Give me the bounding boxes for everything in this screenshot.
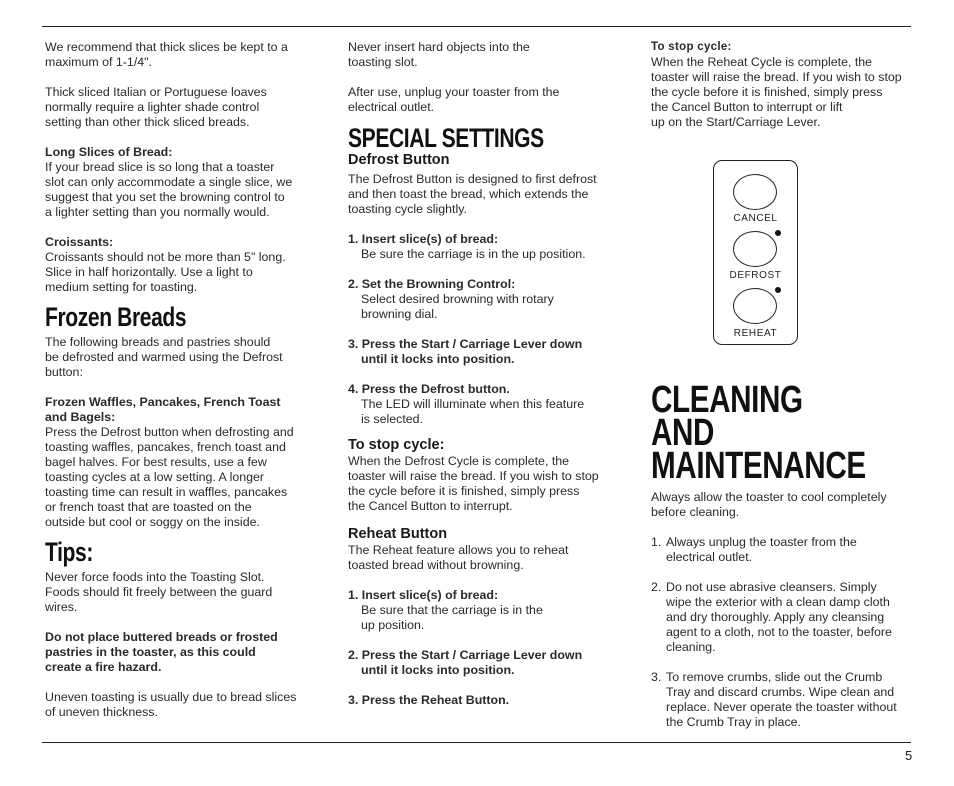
bottom-rule xyxy=(42,742,911,743)
defrost-step-4 xyxy=(348,382,618,427)
column-left xyxy=(45,40,315,720)
tips-heading: Tips: xyxy=(45,537,93,567)
cancel-button-illustration xyxy=(733,174,777,210)
top-rule xyxy=(42,26,911,27)
uneven-toasting-paragraph: Uneven toasting is usually due to bread slices of uneven thickness. xyxy=(45,690,297,719)
step-description: Be sure that the carriage is in the up position. xyxy=(361,603,543,632)
reheat-button-illustration xyxy=(733,288,777,324)
cleaning-intro: Always allow the toaster to cool completely before cleaning. xyxy=(651,490,887,519)
tips-paragraph: Never force foods into the Toasting Slot. Foods should fit freely between the guard wires. xyxy=(45,570,273,614)
step-title: 1. Insert slice(s) of bread: xyxy=(348,588,499,602)
defrost-stop-cycle-text: When the Defrost Cycle is complete, the toaster will raise the bread. If you wish to stop the cycle before it is finished, simply press the Cancel Button to interrupt. xyxy=(348,454,599,513)
item-text: Do not use abrasive cleansers. Simply wipe the exterior with a clean damp cloth and dry thoroughly. Apply any cleansing agent to a cloth, not to the toaster, before cleaning. xyxy=(666,580,892,654)
step-title: 2. Set the Browning Control: xyxy=(348,277,516,291)
step-description: The LED will illuminate when this feature is selected. xyxy=(361,397,585,426)
defrost-step-3 xyxy=(348,337,618,367)
reheat-step-3 xyxy=(348,693,618,708)
step-continuation: until it locks into position. xyxy=(361,352,515,366)
croissants-text: Croissants should not be more than 5" long. Slice in half horizontally. Use a light to medium setting for toasting. xyxy=(45,250,286,294)
defrost-step-2 xyxy=(348,277,618,322)
reheat-led-icon xyxy=(775,287,781,293)
item-number: 3. xyxy=(651,670,662,684)
item-number: 1. xyxy=(651,535,662,549)
fire-hazard-warning: Do not place buttered breads or frosted pastries in the toaster, as this could create a fire hazard. xyxy=(45,630,278,674)
defrost-button-illustration xyxy=(733,231,777,267)
cancel-label: CANCEL xyxy=(733,213,778,224)
defrost-step-1 xyxy=(348,232,618,262)
cleaning-item-1 xyxy=(651,535,921,565)
long-slices-title: Long Slices of Bread: xyxy=(45,145,173,159)
reheat-label: REHEAT xyxy=(733,328,778,339)
defrost-intro: The Defrost Button is designed to first defrost and then toast the bread, which extends the toasting cycle slightly. xyxy=(348,172,597,216)
reheat-step-1 xyxy=(348,588,618,633)
step-description: Be sure the carriage is in the up position. xyxy=(361,247,586,261)
page-number: 5 xyxy=(905,748,913,763)
frozen-breads-heading: Frozen Breads xyxy=(45,302,187,332)
item-number: 2. xyxy=(651,580,662,594)
step-continuation: until it locks into position. xyxy=(361,663,515,677)
special-settings-heading: SPECIAL SETTINGS xyxy=(348,123,544,153)
step-title: 2. Press the Start / Carriage Lever down xyxy=(348,648,583,662)
defrost-button-title: Defrost Button xyxy=(348,152,450,168)
unplug-paragraph: After use, unplug your toaster from the electrical outlet. xyxy=(348,85,560,114)
step-description: Select desired browning with rotary browning dial. xyxy=(361,292,554,321)
reheat-intro: The Reheat feature allows you to reheat toasted bread without browning. xyxy=(348,543,569,572)
defrost-label: DEFROST xyxy=(729,270,782,281)
reheat-step-2 xyxy=(348,648,618,678)
defrost-led-icon xyxy=(775,230,781,236)
italian-loaves-paragraph: Thick sliced Italian or Portuguese loaves normally require a lighter shade control setting than other thick sliced breads. xyxy=(45,85,267,129)
step-title: 1. Insert slice(s) of bread: xyxy=(348,232,499,246)
step-title: 3. Press the Start / Carriage Lever down xyxy=(348,337,583,351)
croissants-title: Croissants: xyxy=(45,235,114,249)
cleaning-heading-line-2: MAINTENANCE xyxy=(651,445,866,487)
column-right xyxy=(651,40,921,130)
step-title: 4. Press the Defrost button. xyxy=(348,382,510,396)
step-title: 3. Press the Reheat Button. xyxy=(348,693,510,707)
reheat-stop-cycle-title: To stop cycle: xyxy=(651,41,732,53)
hard-objects-paragraph: Never insert hard objects into the toasting slot. xyxy=(348,40,530,69)
item-text: Always unplug the toaster from the electrical outlet. xyxy=(666,535,857,564)
item-text: To remove crumbs, slide out the Crumb Tray and discard crumbs. Wipe clean and replace. Never operate the toaster without the Crumb Tray in place. xyxy=(666,670,897,729)
reheat-button-title: Reheat Button xyxy=(348,526,448,542)
reheat-stop-cycle-text: When the Reheat Cycle is complete, the toaster will raise the bread. If you wish to stop the cycle before it is finished, simply press the Cancel Button to interrupt or lift up on the Start/Carriage Lever. xyxy=(651,55,902,129)
column-middle xyxy=(348,40,618,708)
thick-slices-paragraph: We recommend that thick slices be kept to a maximum of 1-1/4". xyxy=(45,40,288,69)
cleaning-heading-line-1: CLEANING AND xyxy=(651,379,803,454)
control-panel-illustration xyxy=(713,160,798,345)
cleaning-section xyxy=(651,379,921,730)
frozen-waffles-title: Frozen Waffles, Pancakes, French Toast and Bagels: xyxy=(45,395,281,424)
cleaning-item-2 xyxy=(651,580,921,655)
long-slices-text: If your bread slice is so long that a toaster slot can only accommodate a single slice, we suggest that you set the browning control to a lighter setting than you normally would. xyxy=(45,160,293,219)
frozen-waffles-text: Press the Defrost button when defrosting and toasting waffles, pancakes, french toast and bagel halves. For best results, use a few toasting cycles at a low setting. A longer toasting time can result in waffles, pancakes or french toast that are toasted on the outside but cool or soggy on the inside. xyxy=(45,425,294,529)
frozen-intro: The following breads and pastries should be defrosted and warmed using the Defrost button: xyxy=(45,335,283,379)
defrost-stop-cycle-title: To stop cycle: xyxy=(348,437,445,453)
cleaning-item-3 xyxy=(651,670,921,730)
